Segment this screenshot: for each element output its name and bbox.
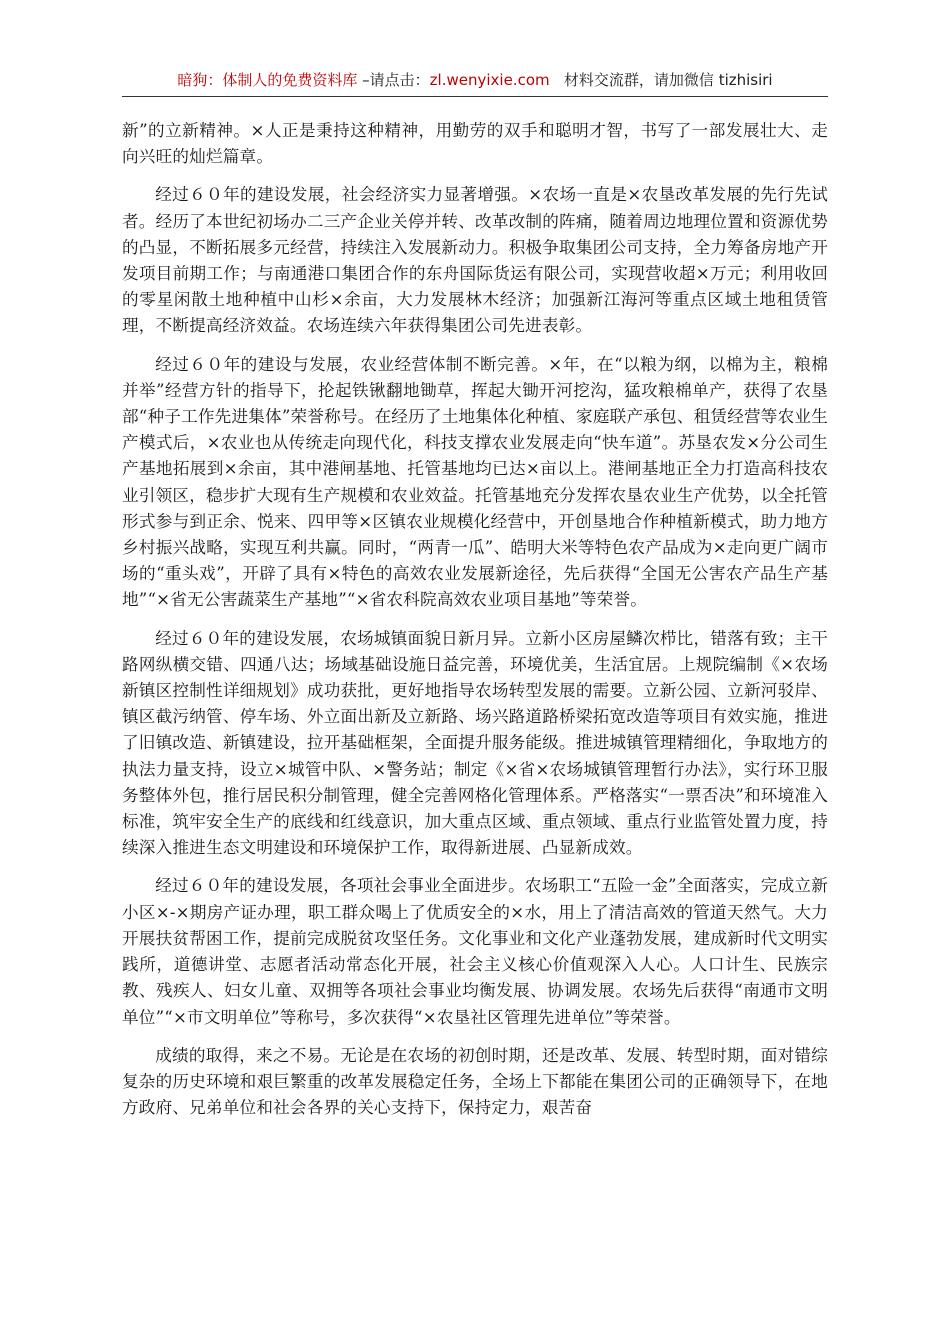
paragraph-1: 新”的立新精神。×人正是秉持这种精神，用勤劳的双手和聪明才智，书写了一部发展壮大、走向兴旺的灿烂篇章。 <box>122 121 828 167</box>
paragraph-4: 经过６０年的建设发展，农场城镇面貌日新月异。立新小区房屋鳞次栉比，错落有致；主干路网纵横交错、四通八达；场域基础设施日益完善，环境优美，生活宜居。上规院编制《×农场新镇区控制性详细规划》成功获批，更好地指导农场转型发展的需要。立新公园、立新河驳岸、镇区截污纳管、停车场、外立面出新及立新路、场兴路道路桥梁拓宽改造等项目有效实施，推进了旧镇改造、新镇建设，拉开基础框架，全面提升服务能级。推进城镇管理精细化，争取地方的执法力量支持，设立×城管中队、×警务站；制定《×省×农场城镇管理暂行办法》，实行环卫服务整体外包，推行居民积分制管理，健全完善网格化管理体系。严格落实“一票否决”和环境准入标准，筑牢安全生产的底线和红线意识，加大重点区域、重点领域、重点行业监管处置力度，持续深入推进生态文明建设和环境保护工作，取得新进展、凸显新成效。 <box>122 628 828 858</box>
page-header <box>122 66 828 97</box>
wechat-note-text: 材料交流群，请加微信 tizhisiri <box>563 71 773 89</box>
paragraph-2: 经过６０年的建设发展，社会经济实力显著增强。×农场一直是×农垦改革发展的先行先试者。经历了本世纪初场办二三产企业关停并转、改革改制的阵痛，随着周边地理位置和资源优势的凸显，不断拓展多元经营，持续注入发展新动力。积极争取集团公司支持，全力筹备房地产开发项目前期工作；与南通港口集团合作的东舟国际货运有限公司，实现营收超×万元；利用收回的零星闲散土地种植中山杉×余亩，大力发展林木经济；加强新江海河等重点区域土地租赁管理，不断提高经济效益。农场连续六年获得集团公司先进表彰。 <box>122 185 828 336</box>
paragraph-5: 经过６０年的建设发展，各项社会事业全面进步。农场职工“五险一金”全面落实，完成立新小区×-×期房产证办理，职工群众喝上了优质安全的×水，用上了清洁高效的管道天然气。大力开展扶贫帮困工作，提前完成脱贫攻坚任务。文化事业和文化产业蓬勃发展，建成新时代文明实践所，道德讲堂、志愿者活动常态化开展，社会主义核心价值观深入人心。人口计生、民族宗教、残疾人、妇女儿童、双拥等各项社会事业均衡发展、协调发展。农场先后获得“南通市文明单位”“×市文明单位”等称号，多次获得“×农垦社区管理先进单位”等荣誉。 <box>122 876 828 1027</box>
document-body <box>122 118 828 1133</box>
paragraph-6: 成绩的取得，来之不易。无论是在农场的初创时期，还是改革、发展、转型时期，面对错综复杂的历史环境和艰巨繁重的改革发展稳定任务，全场上下都能在集团公司的正确领导下，在地方政府、兄弟单位和社会各界的关心支持下，保持定力，艰苦奋 <box>122 1045 828 1118</box>
click-prompt: –请点击： <box>357 71 430 89</box>
site-url-link[interactable]: zl.wenyixie.com <box>429 71 550 89</box>
paragraph-3: 经过６０年的建设与发展，农业经营体制不断完善。×年，在“以粮为纲，以棉为主，粮棉并举”经营方针的指导下，抡起铁锹翻地锄草，挥起大锄开河挖沟，猛攻粮棉单产，获得了农垦部“种子工作先进集体”荣誉称号。在经历了土地集体化种植、家庭联产承包、租赁经营等农业生产模式后，×农业也从传统走向现代化，科技支撑农业发展走向“快车道”。苏垦农发×分公司生产基地拓展到×余亩，其中港闸基地、托管基地均已达×亩以上。港闸基地正全力打造高科技农业引领区，稳步扩大现有生产规模和农业效益。托管基地充分发挥农垦农业生产优势，以全托管形式参与到正余、悦来、四甲等×区镇农业规模化经营中，开创垦地合作种植新模式，助力地方乡村振兴战略，实现互利共赢。同时，“两青一瓜”、皓明大米等特色农产品成为×走向更广阔市场的“重头戏”，开辟了具有×特色的高效农业发展新途径，先后获得“全国无公害农产品生产基地”“×省无公害蔬菜生产基地”“×省农科院高效农业项目基地”等荣誉。 <box>122 354 828 610</box>
site-name: 暗狗：体制人的免费资料库 <box>177 71 358 89</box>
wechat-note <box>550 71 773 89</box>
